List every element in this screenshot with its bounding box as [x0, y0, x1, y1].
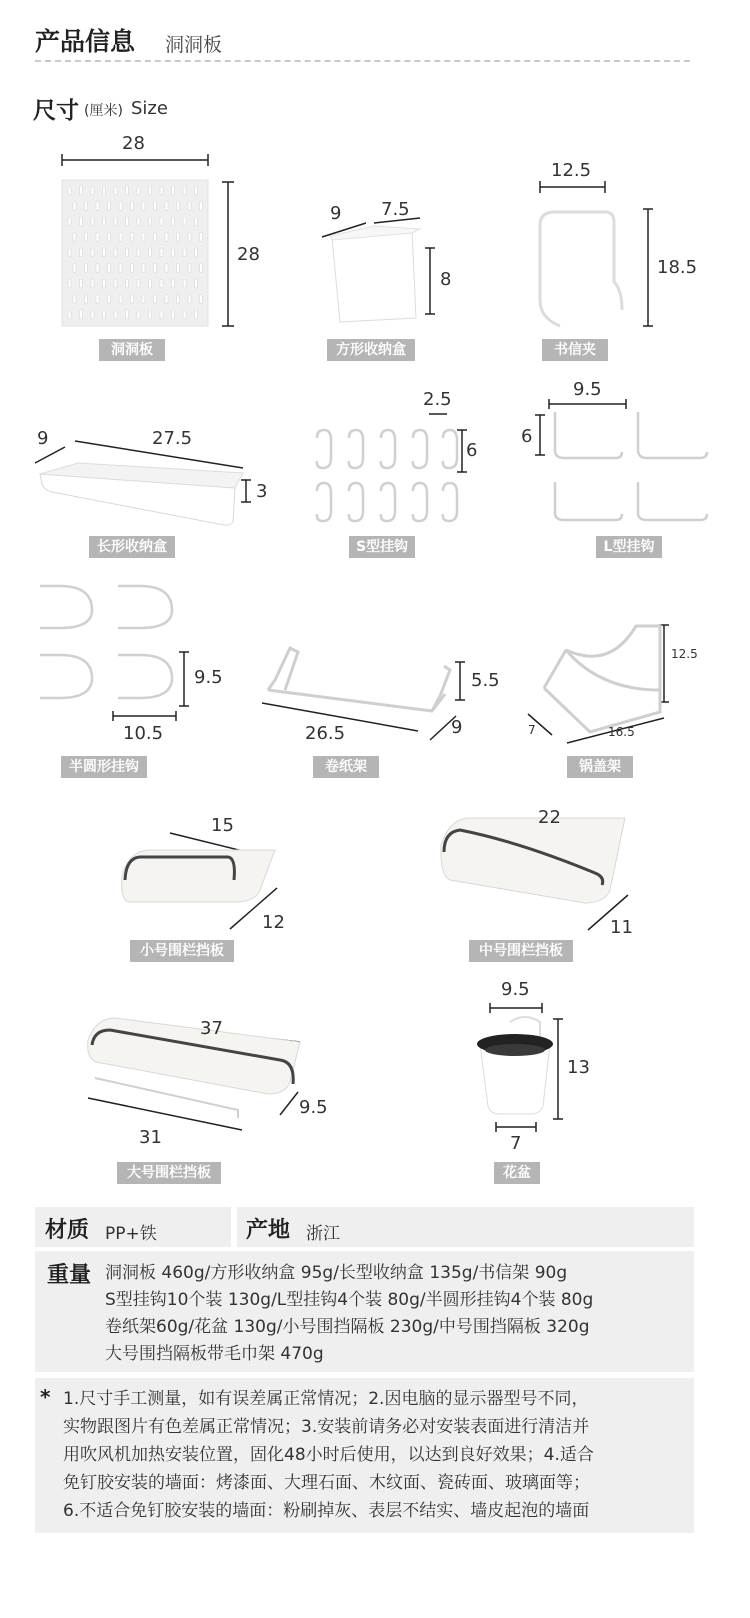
peg-hole	[172, 310, 175, 319]
weight-line: 大号围挡隔板带毛巾架 470g	[105, 1344, 324, 1364]
peg-hole	[195, 217, 198, 226]
note-line: 6.不适合免钉胶安装的墙面：粉刷掉灰、表层不结实、墙皮起泡的墙面	[63, 1501, 590, 1521]
peg-hole	[119, 233, 122, 242]
peg-hole	[149, 248, 152, 257]
peg-hole	[126, 186, 129, 195]
peg-hole	[195, 248, 198, 257]
tag-small-fence: 小号围栏挡板	[130, 940, 234, 962]
tag-medium-fence: 中号围栏挡板	[469, 940, 573, 962]
peg-hole	[137, 186, 140, 195]
material-label: 材质	[45, 1218, 90, 1243]
paper-holder-height: 5.5	[471, 670, 500, 691]
peg-hole	[183, 217, 186, 226]
peg-hole	[200, 202, 203, 211]
peg-hole	[96, 202, 99, 211]
note-line: 用吹风机加热安装位置，固化48小时后使用，以达到良好效果；4.适合	[63, 1445, 594, 1465]
peg-hole	[85, 295, 88, 304]
peg-hole	[165, 202, 168, 211]
peg-hole	[188, 233, 191, 242]
pegboard-height: 28	[237, 244, 260, 265]
peg-hole	[172, 279, 175, 288]
note-line: 免钉胶安装的墙面：烤漆面、大理石面、木纹面、瓷砖面、玻璃面等；	[63, 1473, 590, 1493]
peg-hole	[200, 233, 203, 242]
lid-rack-width: 16.5	[608, 725, 635, 739]
note-line: 1.尺寸手工测量，如有误差属正常情况；2.因电脑的显示器型号不同，	[63, 1389, 589, 1409]
notes-list	[63, 1385, 594, 1525]
peg-hole	[119, 264, 122, 273]
flowerpot-width: 9.5	[501, 979, 530, 1000]
peg-hole	[160, 186, 163, 195]
paper-holder-width: 26.5	[305, 723, 346, 744]
material-value: PP+铁	[105, 1224, 157, 1244]
size-section-title: 尺寸	[33, 98, 79, 124]
peg-hole	[137, 279, 140, 288]
tag-pegboard: 洞洞板	[99, 339, 165, 361]
peg-hole	[131, 233, 134, 242]
page-subtitle: 洞洞板	[165, 34, 223, 56]
peg-hole	[149, 186, 152, 195]
peg-hole	[172, 217, 175, 226]
peg-hole	[177, 295, 180, 304]
peg-hole	[103, 279, 106, 288]
peg-hole	[154, 233, 157, 242]
peg-hole	[160, 248, 163, 257]
tag-large-fence: 大号围栏挡板	[117, 1162, 221, 1184]
peg-hole	[177, 233, 180, 242]
peg-hole	[73, 264, 76, 273]
long-box-width: 27.5	[152, 428, 193, 449]
letter-holder-width: 12.5	[551, 160, 592, 181]
weight-line: S型挂钩10个装 130g/L型挂钩4个装 80g/半圆形挂钩4个装 80g	[105, 1290, 594, 1310]
peg-hole	[126, 217, 129, 226]
pegboard-width: 28	[122, 133, 145, 154]
peg-hole	[114, 279, 117, 288]
s-hook-shape	[349, 430, 363, 468]
s-hook-shape	[443, 483, 457, 521]
peg-hole	[137, 310, 140, 319]
l-hook-height: 6	[521, 426, 533, 447]
size-section-unit: (厘米)	[84, 103, 123, 119]
peg-hole	[91, 217, 94, 226]
peg-hole	[160, 279, 163, 288]
peg-hole	[108, 295, 111, 304]
peg-hole	[103, 217, 106, 226]
flowerpot-height: 13	[567, 1057, 590, 1078]
peg-hole	[200, 264, 203, 273]
large-fence-depth: 9.5	[299, 1097, 328, 1118]
long-box-height: 3	[256, 481, 268, 502]
peg-hole	[154, 202, 157, 211]
s-hook-shape	[317, 430, 331, 468]
peg-hole	[68, 248, 71, 257]
peg-hole	[131, 295, 134, 304]
peg-hole	[183, 310, 186, 319]
s-hook-height: 6	[466, 440, 478, 461]
square-box-height: 8	[440, 269, 452, 290]
peg-hole	[131, 264, 134, 273]
peg-hole	[183, 279, 186, 288]
tag-lid-rack: 锅盖架	[567, 756, 633, 778]
peg-hole	[68, 310, 71, 319]
peg-hole	[149, 310, 152, 319]
peg-hole	[80, 310, 83, 319]
origin-label: 产地	[246, 1218, 291, 1243]
peg-hole	[108, 264, 111, 273]
peg-hole	[142, 233, 145, 242]
peg-hole	[154, 264, 157, 273]
peg-hole	[96, 295, 99, 304]
s-hook-shape	[443, 430, 457, 468]
tag-half-round-hook: 半圆形挂钩	[61, 756, 147, 778]
peg-hole	[142, 295, 145, 304]
peg-hole	[183, 248, 186, 257]
origin-value: 浙江	[306, 1224, 340, 1244]
peg-hole	[177, 202, 180, 211]
peg-hole	[73, 233, 76, 242]
tag-paper-holder: 卷纸架	[313, 756, 379, 778]
peg-hole	[91, 248, 94, 257]
peg-hole	[149, 217, 152, 226]
peg-hole	[126, 279, 129, 288]
peg-hole	[80, 217, 83, 226]
peg-hole	[85, 202, 88, 211]
peg-hole	[73, 202, 76, 211]
peg-hole	[91, 186, 94, 195]
size-section-label-en: Size	[131, 98, 168, 119]
square-box-depth: 9	[330, 203, 342, 224]
peg-hole	[108, 202, 111, 211]
peg-hole	[177, 264, 180, 273]
peg-hole	[160, 217, 163, 226]
notes-star: *	[40, 1385, 51, 1409]
peg-hole	[119, 295, 122, 304]
peg-hole	[165, 295, 168, 304]
peg-hole	[160, 310, 163, 319]
tag-letter-holder: 书信夹	[542, 339, 608, 361]
peg-hole	[131, 202, 134, 211]
s-hook-shape	[413, 430, 427, 468]
weight-label: 重量	[47, 1263, 92, 1288]
note-line: 实物跟图片有色差属正常情况；3.安装前请务必对安装表面进行清洁并	[63, 1417, 590, 1437]
s-hook-shape	[381, 483, 395, 521]
tag-flowerpot: 花盆	[494, 1162, 540, 1184]
peg-hole	[137, 217, 140, 226]
peg-hole	[195, 310, 198, 319]
peg-hole	[68, 186, 71, 195]
peg-hole	[114, 186, 117, 195]
peg-hole	[195, 186, 198, 195]
half-round-hook-width: 10.5	[123, 723, 164, 744]
peg-hole	[188, 202, 191, 211]
large-fence-width: 37	[200, 1018, 223, 1039]
peg-hole	[172, 186, 175, 195]
long-box-depth: 9	[37, 428, 49, 449]
peg-hole	[103, 186, 106, 195]
peg-hole	[126, 248, 129, 257]
s-hook-shape	[349, 483, 363, 521]
peg-hole	[68, 279, 71, 288]
lid-rack-height: 12.5	[671, 647, 698, 661]
lid-rack-depth: 7	[528, 723, 536, 737]
peg-hole	[188, 295, 191, 304]
peg-hole	[80, 186, 83, 195]
peg-hole	[85, 233, 88, 242]
peg-hole	[119, 202, 122, 211]
peg-hole	[96, 233, 99, 242]
peg-hole	[85, 264, 88, 273]
half-round-hook-height: 9.5	[194, 667, 223, 688]
medium-fence-width: 22	[538, 807, 561, 828]
s-hook-width: 2.5	[423, 389, 452, 410]
peg-hole	[142, 202, 145, 211]
peg-hole	[126, 310, 129, 319]
flowerpot-bottom: 7	[510, 1133, 522, 1154]
page-title: 产品信息	[35, 27, 136, 56]
square-box-width: 7.5	[381, 199, 410, 220]
peg-hole	[149, 279, 152, 288]
peg-hole	[91, 279, 94, 288]
tag-long-box: 长形收纳盒	[89, 536, 175, 558]
peg-hole	[80, 248, 83, 257]
paper-holder-depth: 9	[451, 717, 463, 738]
peg-hole	[165, 264, 168, 273]
small-fence-width: 15	[211, 815, 234, 836]
peg-hole	[73, 295, 76, 304]
s-hook-shape	[413, 483, 427, 521]
medium-fence-depth: 11	[610, 917, 633, 938]
peg-hole	[165, 233, 168, 242]
tag-square-box: 方形收纳盒	[327, 339, 415, 361]
peg-hole	[114, 310, 117, 319]
peg-hole	[200, 295, 203, 304]
peg-hole	[103, 310, 106, 319]
peg-hole	[195, 279, 198, 288]
peg-hole	[80, 279, 83, 288]
s-hook-shape	[317, 483, 331, 521]
peg-hole	[108, 233, 111, 242]
peg-hole	[183, 186, 186, 195]
peg-hole	[142, 264, 145, 273]
peg-hole	[154, 295, 157, 304]
peg-hole	[137, 248, 140, 257]
peg-hole	[91, 310, 94, 319]
peg-hole	[96, 264, 99, 273]
small-fence-depth: 12	[262, 912, 285, 933]
letter-holder-height: 18.5	[657, 257, 698, 278]
weight-list	[105, 1260, 593, 1368]
l-hook-width: 9.5	[573, 379, 602, 400]
weight-line: 洞洞板 460g/方形收纳盒 95g/长型收纳盒 135g/书信架 90g	[105, 1263, 568, 1283]
tag-s-hook: S型挂钩	[349, 536, 415, 558]
tag-l-hook: L型挂钩	[596, 536, 662, 558]
peg-hole	[172, 248, 175, 257]
s-hook-shape	[381, 430, 395, 468]
peg-hole	[103, 248, 106, 257]
peg-hole	[188, 264, 191, 273]
peg-hole	[114, 217, 117, 226]
towel-bar-width: 31	[139, 1127, 162, 1148]
peg-hole	[114, 248, 117, 257]
peg-hole	[68, 217, 71, 226]
weight-line: 卷纸架60g/花盆 130g/小号围挡隔板 230g/中号围挡隔板 320g	[105, 1317, 590, 1337]
